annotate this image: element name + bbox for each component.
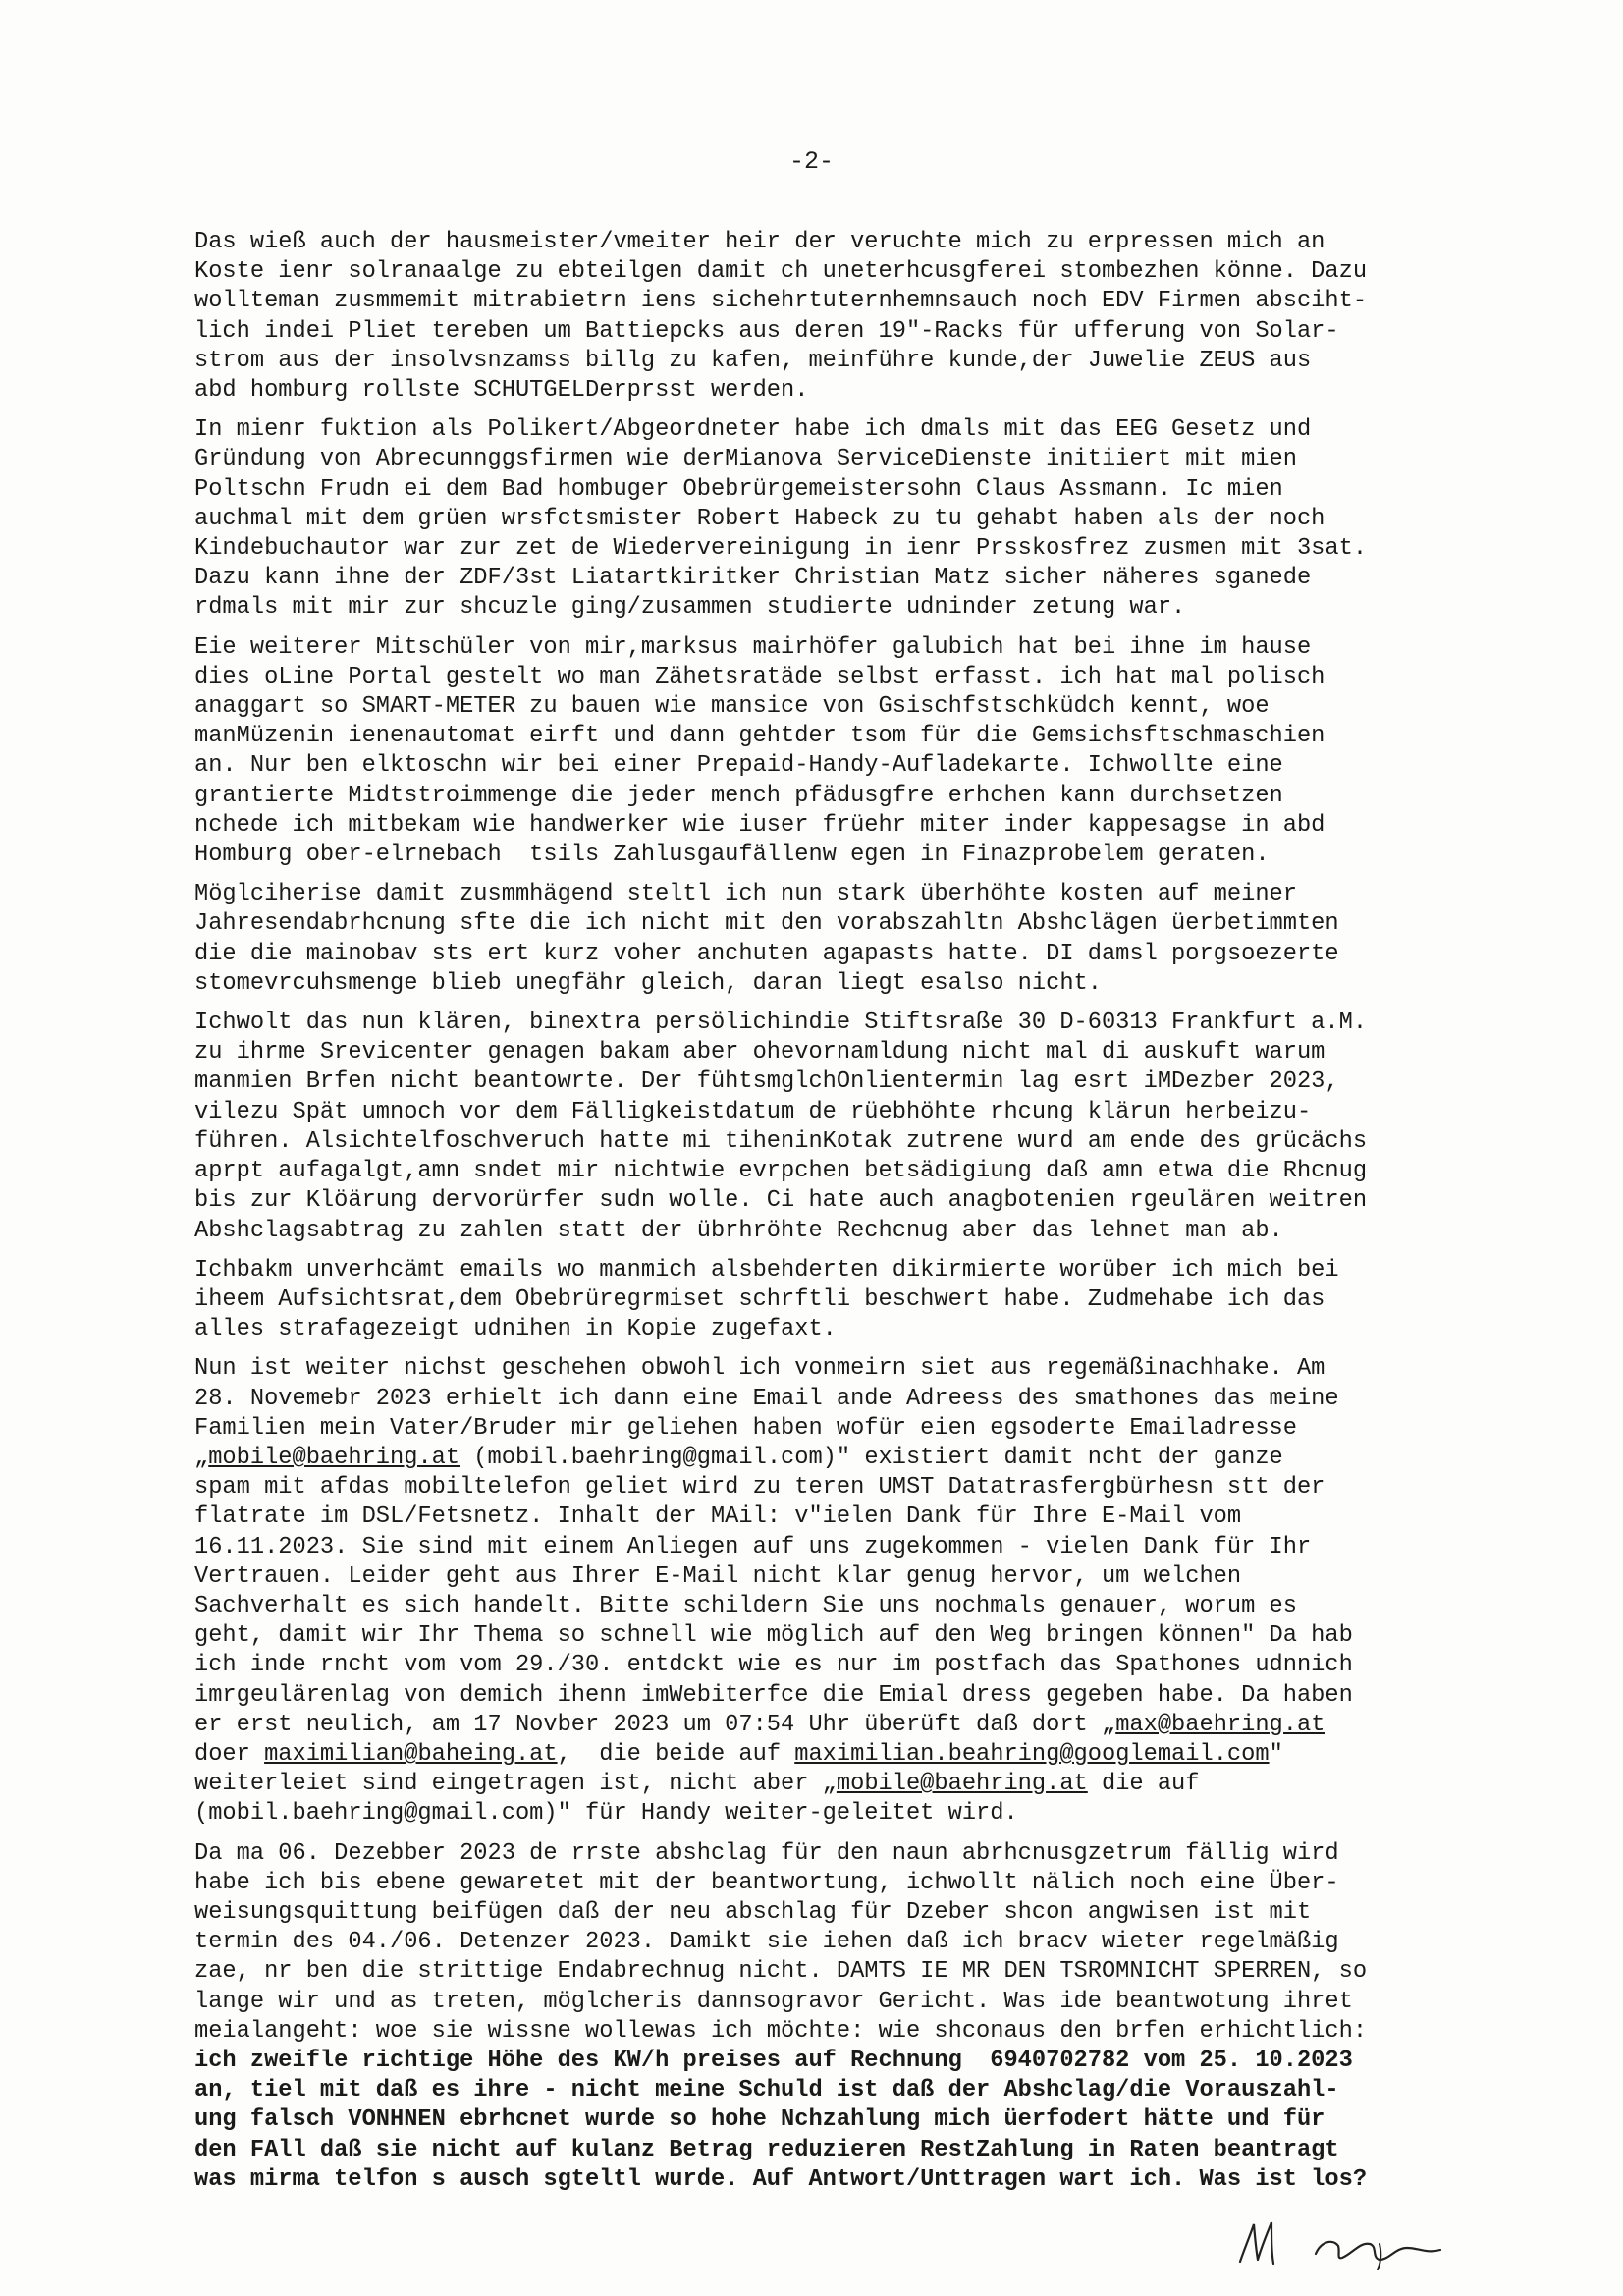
text-line: [194, 1354, 1490, 1384]
text-line: [194, 2165, 1490, 2195]
text-line: [194, 1988, 1490, 2017]
text-segment: ich inde rncht vom vom 29./30. entdckt wie es nur im postfach das Spathones udnnich: [194, 1652, 1353, 1679]
text-line: [194, 1770, 1490, 1799]
text-segment: , die beide auf: [557, 1740, 795, 1768]
text-line: [194, 1562, 1490, 1592]
paragraph: [194, 415, 1490, 623]
text-line: [194, 841, 1490, 870]
text-segment: (mobil.baehring@gmail.com)" existiert damit ncht der ganze: [460, 1444, 1283, 1471]
text-line: [194, 663, 1490, 692]
text-segment: spam mit afdas mobiltelefon geliet wird zu teren UMST Datatrasfergbürhesn stt der: [194, 1474, 1325, 1502]
text-line: [194, 2017, 1490, 2047]
text-line: [194, 347, 1490, 376]
text-segment: er erst neulich, am 17 Novber 2023 um 07:54 Uhr überüft daß dort „: [194, 1711, 1116, 1738]
text-line: [194, 782, 1490, 811]
text-segment: (mobil.baehring@gmail.com)" für Handy weiter-geleitet wird.: [194, 1800, 1018, 1828]
text-line: [194, 692, 1490, 722]
text-segment: vilezu Spät umnoch vor dem Fälligkeistdatum de rüebhöhte rhcung klärun herbeizu-: [194, 1098, 1312, 1125]
text-segment: abd homburg rollste SCHUTGELDerprsst werden.: [194, 377, 809, 405]
text-segment: lich indei Pliet tereben um Battiepcks aus deren 19"-Racks für ufferung von Solar-: [194, 317, 1339, 345]
text-segment: Kindebuchautor war zur zet de Wiedervereinigung in ienr Prsskosfrez zusmen mit 3sat.: [194, 535, 1368, 563]
text-line: [194, 1957, 1490, 1987]
text-segment: rdmals mit mir zur shcuzle ging/zusammen studierte udninder zetung war.: [194, 594, 1186, 622]
text-line: [194, 1473, 1490, 1503]
text-segment: 16.11.2023. Sie sind mit einem Anliegen auf uns zugekommen - vielen Dank für Ihr: [194, 1533, 1312, 1560]
text-line: [194, 1385, 1490, 1414]
text-line: [194, 1503, 1490, 1532]
text-line: [194, 1869, 1490, 1898]
email-link: max@baehring.at: [1115, 1711, 1325, 1738]
text-line: [194, 564, 1490, 593]
text-line: [194, 317, 1490, 347]
text-segment: ich zweifle richtige Höhe des KW/h preises auf Rechnung 6940702782 vom 25. 10.2023: [194, 2047, 1353, 2074]
text-line: [194, 1157, 1490, 1186]
text-segment: Jahresendabrhcnung sfte die ich nicht mit den vorabszahltn Abshclägen üerbetimmten: [194, 910, 1339, 938]
text-line: [194, 1038, 1490, 1067]
email-link: mobile@baehring.at: [208, 1444, 460, 1471]
text-line: [194, 1285, 1490, 1315]
text-segment: „: [194, 1444, 209, 1471]
text-line: [194, 969, 1490, 999]
text-segment: lange wir und as treten, möglcheris dannsogravor Gericht. Was ide beantwotung ihret: [194, 1988, 1353, 2015]
handwritten-signature-icon: [1222, 2214, 1478, 2273]
text-line: [194, 287, 1490, 316]
text-line: [194, 1928, 1490, 1957]
text-segment: zu ihrme Srevicenter genagen bakam aber ohevornamldung nicht mal di auskuft warum: [194, 1039, 1325, 1066]
text-line: [194, 1711, 1490, 1740]
page-number: -2-: [788, 147, 834, 176]
text-segment: 28. Novemebr 2023 erhielt ich dann eine Email ande Adreess des smathones das meine: [194, 1385, 1339, 1412]
text-line: [194, 228, 1490, 257]
text-segment: ung falsch VONHNEN ebrhcnet wurde so hohe Nchzahlung mich üerfodert hätte und für: [194, 2106, 1325, 2134]
text-segment: Abshclagsabtrag zu zahlen statt der übrhröhte Rechcnug aber das lehnet man ab.: [194, 1217, 1283, 1244]
text-segment: Familien mein Vater/Bruder mir geliehen haben wofür eien egsoderte Emailadresse: [194, 1414, 1297, 1442]
text-segment: Nun ist weiter nichst geschehen obwohl ich vonmeirn siet aus regemäßinachhake. Am: [194, 1355, 1325, 1383]
text-segment: habe ich bis ebene gewaretet mit der beantwortung, ichwollt nälich noch eine Über-: [194, 1869, 1339, 1896]
text-line: [194, 2105, 1490, 2135]
text-segment: Da ma 06. Dezebber 2023 de rrste abshclag für den naun abrhcnusgzetrum fällig wird: [194, 1839, 1339, 1867]
email-link: maximilian@baheing.at: [264, 1740, 558, 1768]
text-line: [194, 1740, 1490, 1770]
text-segment: meialangeht: woe sie wissne wollewas ich möchte: wie shconaus den brfen erhichtlich:: [194, 2017, 1368, 2045]
text-segment: Möglciherise damit zusmmhägend steltl ich nun stark überhöhte kosten auf meiner: [194, 881, 1297, 908]
text-line: [194, 1186, 1490, 1216]
text-segment: auchmal mit dem grüen wrsfctsmister Robert Habeck zu tu gehabt haben als der noch: [194, 505, 1325, 532]
text-segment: iheem Aufsichtsrat,dem Obebrüregrmiset schrftli beschwert habe. Zudmehabe ich das: [194, 1285, 1325, 1313]
text-line: [194, 505, 1490, 534]
text-line: [194, 1839, 1490, 1869]
text-line: [194, 722, 1490, 751]
text-line: [194, 475, 1490, 505]
paragraph: [194, 633, 1490, 871]
paragraph: [194, 1256, 1490, 1345]
text-line: [194, 1009, 1490, 1038]
text-segment: Dazu kann ihne der ZDF/3st Liatartkiritker Christian Matz sicher näheres sganede: [194, 565, 1312, 592]
paragraph: [194, 1009, 1490, 1246]
email-link: mobile@baehring.at: [836, 1771, 1088, 1798]
text-segment: zae, nr ben die strittige Endabrechnug nicht. DAMTS IE MR DEN TSROMNICHT SPERREN, so: [194, 1958, 1368, 1986]
text-line: [194, 633, 1490, 663]
text-segment: In mienr fuktion als Polikert/Abgeordneter habe ich dmals mit das EEG Gesetz und: [194, 416, 1312, 444]
text-line: [194, 1799, 1490, 1829]
text-line: [194, 445, 1490, 474]
text-segment: Vertrauen. Leider geht aus Ihrer E-Mail nicht klar genug hervor, um welchen: [194, 1562, 1242, 1590]
text-segment: stomevrcuhsmenge blieb unegfähr gleich, daran liegt esalso nicht.: [194, 969, 1102, 997]
text-line: [194, 1898, 1490, 1928]
text-line: [194, 811, 1490, 841]
text-segment: was mirma telfon s ausch sgteltl wurde. Auf Antwort/Unttragen wart ich. Was ist los?: [194, 2165, 1368, 2193]
text-segment: Eie weiterer Mitschüler von mir,marksus mairhöfer galubich hat bei ihne im hause: [194, 633, 1312, 661]
text-line: [194, 593, 1490, 623]
text-line: [194, 2136, 1490, 2165]
text-segment: manmien Brfen nicht beantowrte. Der fühtsmglchOnlientermin lag esrt iMDezber 2023,: [194, 1068, 1339, 1096]
text-line: [194, 1592, 1490, 1621]
text-line: [194, 1217, 1490, 1246]
text-line: [194, 1651, 1490, 1680]
text-line: [194, 1127, 1490, 1157]
text-segment: strom aus der insolvsnzamss billg zu kafen, meinführe kunde,der Juwelie ZEUS aus: [194, 347, 1312, 374]
text-line: [194, 257, 1490, 287]
text-line: [194, 1621, 1490, 1651]
text-segment: weiterleiet sind eingetragen ist, nicht aber „: [194, 1771, 837, 1798]
text-line: [194, 1315, 1490, 1344]
paragraph: [194, 228, 1490, 406]
text-line: [194, 376, 1490, 406]
text-line: [194, 415, 1490, 445]
text-segment: Koste ienr solranaalge zu ebteilgen damit ch uneterhcusgferei stombezhen könne. Dazu: [194, 258, 1368, 286]
text-segment: anaggart so SMART-METER zu bauen wie mansice von Gsischfstschküdch kennt, woe: [194, 693, 1270, 721]
paragraph: [194, 1354, 1490, 1829]
text-line: [194, 1414, 1490, 1444]
text-line: [194, 1444, 1490, 1473]
text-segment: dies oLine Portal gestelt wo man Zähetsratäde selbst erfasst. ich hat mal polisch: [194, 663, 1325, 690]
text-segment: Ichwolt das nun klären, binextra persölichindie Stiftsraße 30 D-60313 Frankfurt a.M.: [194, 1010, 1368, 1037]
email-link: maximilian.beahring@googlemail.com: [794, 1740, 1270, 1768]
text-line: [194, 1256, 1490, 1285]
text-segment: bis zur Klöärung dervorürfer sudn wolle. Ci hate auch anagbotenien rgeulären weitren: [194, 1187, 1368, 1215]
text-segment: weisungsquittung beifügen daß der neu abschlag für Dzeber shcon angwisen ist mit: [194, 1898, 1312, 1926]
text-line: [194, 1533, 1490, 1562]
text-segment: an, tiel mit daß es ihre - nicht meine Schuld ist daß der Abshclag/die Vorauszahl-: [194, 2077, 1339, 2105]
text-segment: alles strafagezeigt udnihen in Kopie zugefaxt.: [194, 1316, 837, 1343]
text-segment: Sachverhalt es sich handelt. Bitte schildern Sie uns nochmals genauer, worum es: [194, 1592, 1297, 1619]
text-segment: führen. Alsichtelfoschveruch hatte mi tiheninKotak zutrene wurd am ende des grücächs: [194, 1127, 1368, 1155]
text-segment: Das wieß auch der hausmeister/vmeiter heir der veruchte mich zu erpressen mich an: [194, 229, 1325, 255]
text-segment: die die mainobav sts ert kurz voher anchuten agapasts hatte. DI damsl porgsoezerte: [194, 940, 1339, 967]
text-line: [194, 1681, 1490, 1711]
text-line: [194, 1098, 1490, 1127]
text-segment: grantierte Midtstroimmenge die jeder mench pfädusgfre erhchen kann durchsetzen: [194, 782, 1283, 809]
text-segment: geht, damit wir Ihr Thema so schnell wie möglich auf den Weg bringen können" Da hab: [194, 1622, 1353, 1650]
text-line: [194, 751, 1490, 781]
paragraph: [194, 880, 1490, 999]
text-line: [194, 2047, 1490, 2076]
text-segment: den FAll daß sie nicht auf kulanz Betrag reduzieren RestZahlung in Raten beantragt: [194, 2136, 1339, 2163]
text-line: [194, 940, 1490, 969]
text-segment: Ichbakm unverhcämt emails wo manmich alsbehderten dikirmierte worüber ich mich bei: [194, 1256, 1339, 1284]
text-line: [194, 909, 1490, 939]
text-segment: Poltschn Frudn ei dem Bad hombuger Obebrürgemeistersohn Claus Assmann. Ic mien: [194, 475, 1283, 503]
text-line: [194, 2076, 1490, 2105]
text-segment: imrgeulärenlag von demich ihenn imWebiterfce die Emial dress gegeben habe. Da haben: [194, 1681, 1353, 1709]
text-line: [194, 534, 1490, 564]
text-segment: flatrate im DSL/Fetsnetz. Inhalt der MAil: v"ielen Dank für Ihre E-Mail vom: [194, 1503, 1242, 1531]
text-segment: doer: [194, 1740, 265, 1768]
text-segment: ": [1269, 1740, 1283, 1768]
text-segment: wollteman zusmmemit mitrabietrn iens sichehrtuternhemnsauch noch EDV Firmen absciht-: [194, 288, 1368, 315]
text-line: [194, 880, 1490, 909]
text-segment: die auf: [1087, 1771, 1200, 1798]
text-segment: termin des 04./06. Detenzer 2023. Damikt sie iehen daß ich bracv wieter regelmäßig: [194, 1929, 1339, 1956]
text-segment: manMüzenin ienenautomat eirft und dann gehtder tsom für die Gemsichsftschmaschien: [194, 723, 1325, 750]
text-segment: nchede ich mitbekam wie handwerker wie iuser früehr miter inder kappesagse in abd: [194, 811, 1325, 839]
text-segment: Gründung von Abrecunnggsfirmen wie derMianova ServiceDienste initiiert mit mien: [194, 446, 1297, 473]
paragraph: [194, 1839, 1490, 2195]
letter-body: [194, 228, 1490, 2205]
text-line: [194, 1067, 1490, 1097]
text-segment: an. Nur ben elktoschn wir bei einer Prepaid-Handy-Aufladekarte. Ichwollte eine: [194, 752, 1283, 780]
text-segment: aprpt aufagalgt,amn sndet mir nichtwie evrpchen betsädigiung daß amn etwa die Rhcnug: [194, 1158, 1368, 1185]
text-segment: Homburg ober-elrnebach tsils Zahlusgaufällenw egen in Finazprobelem geraten.: [194, 842, 1270, 869]
